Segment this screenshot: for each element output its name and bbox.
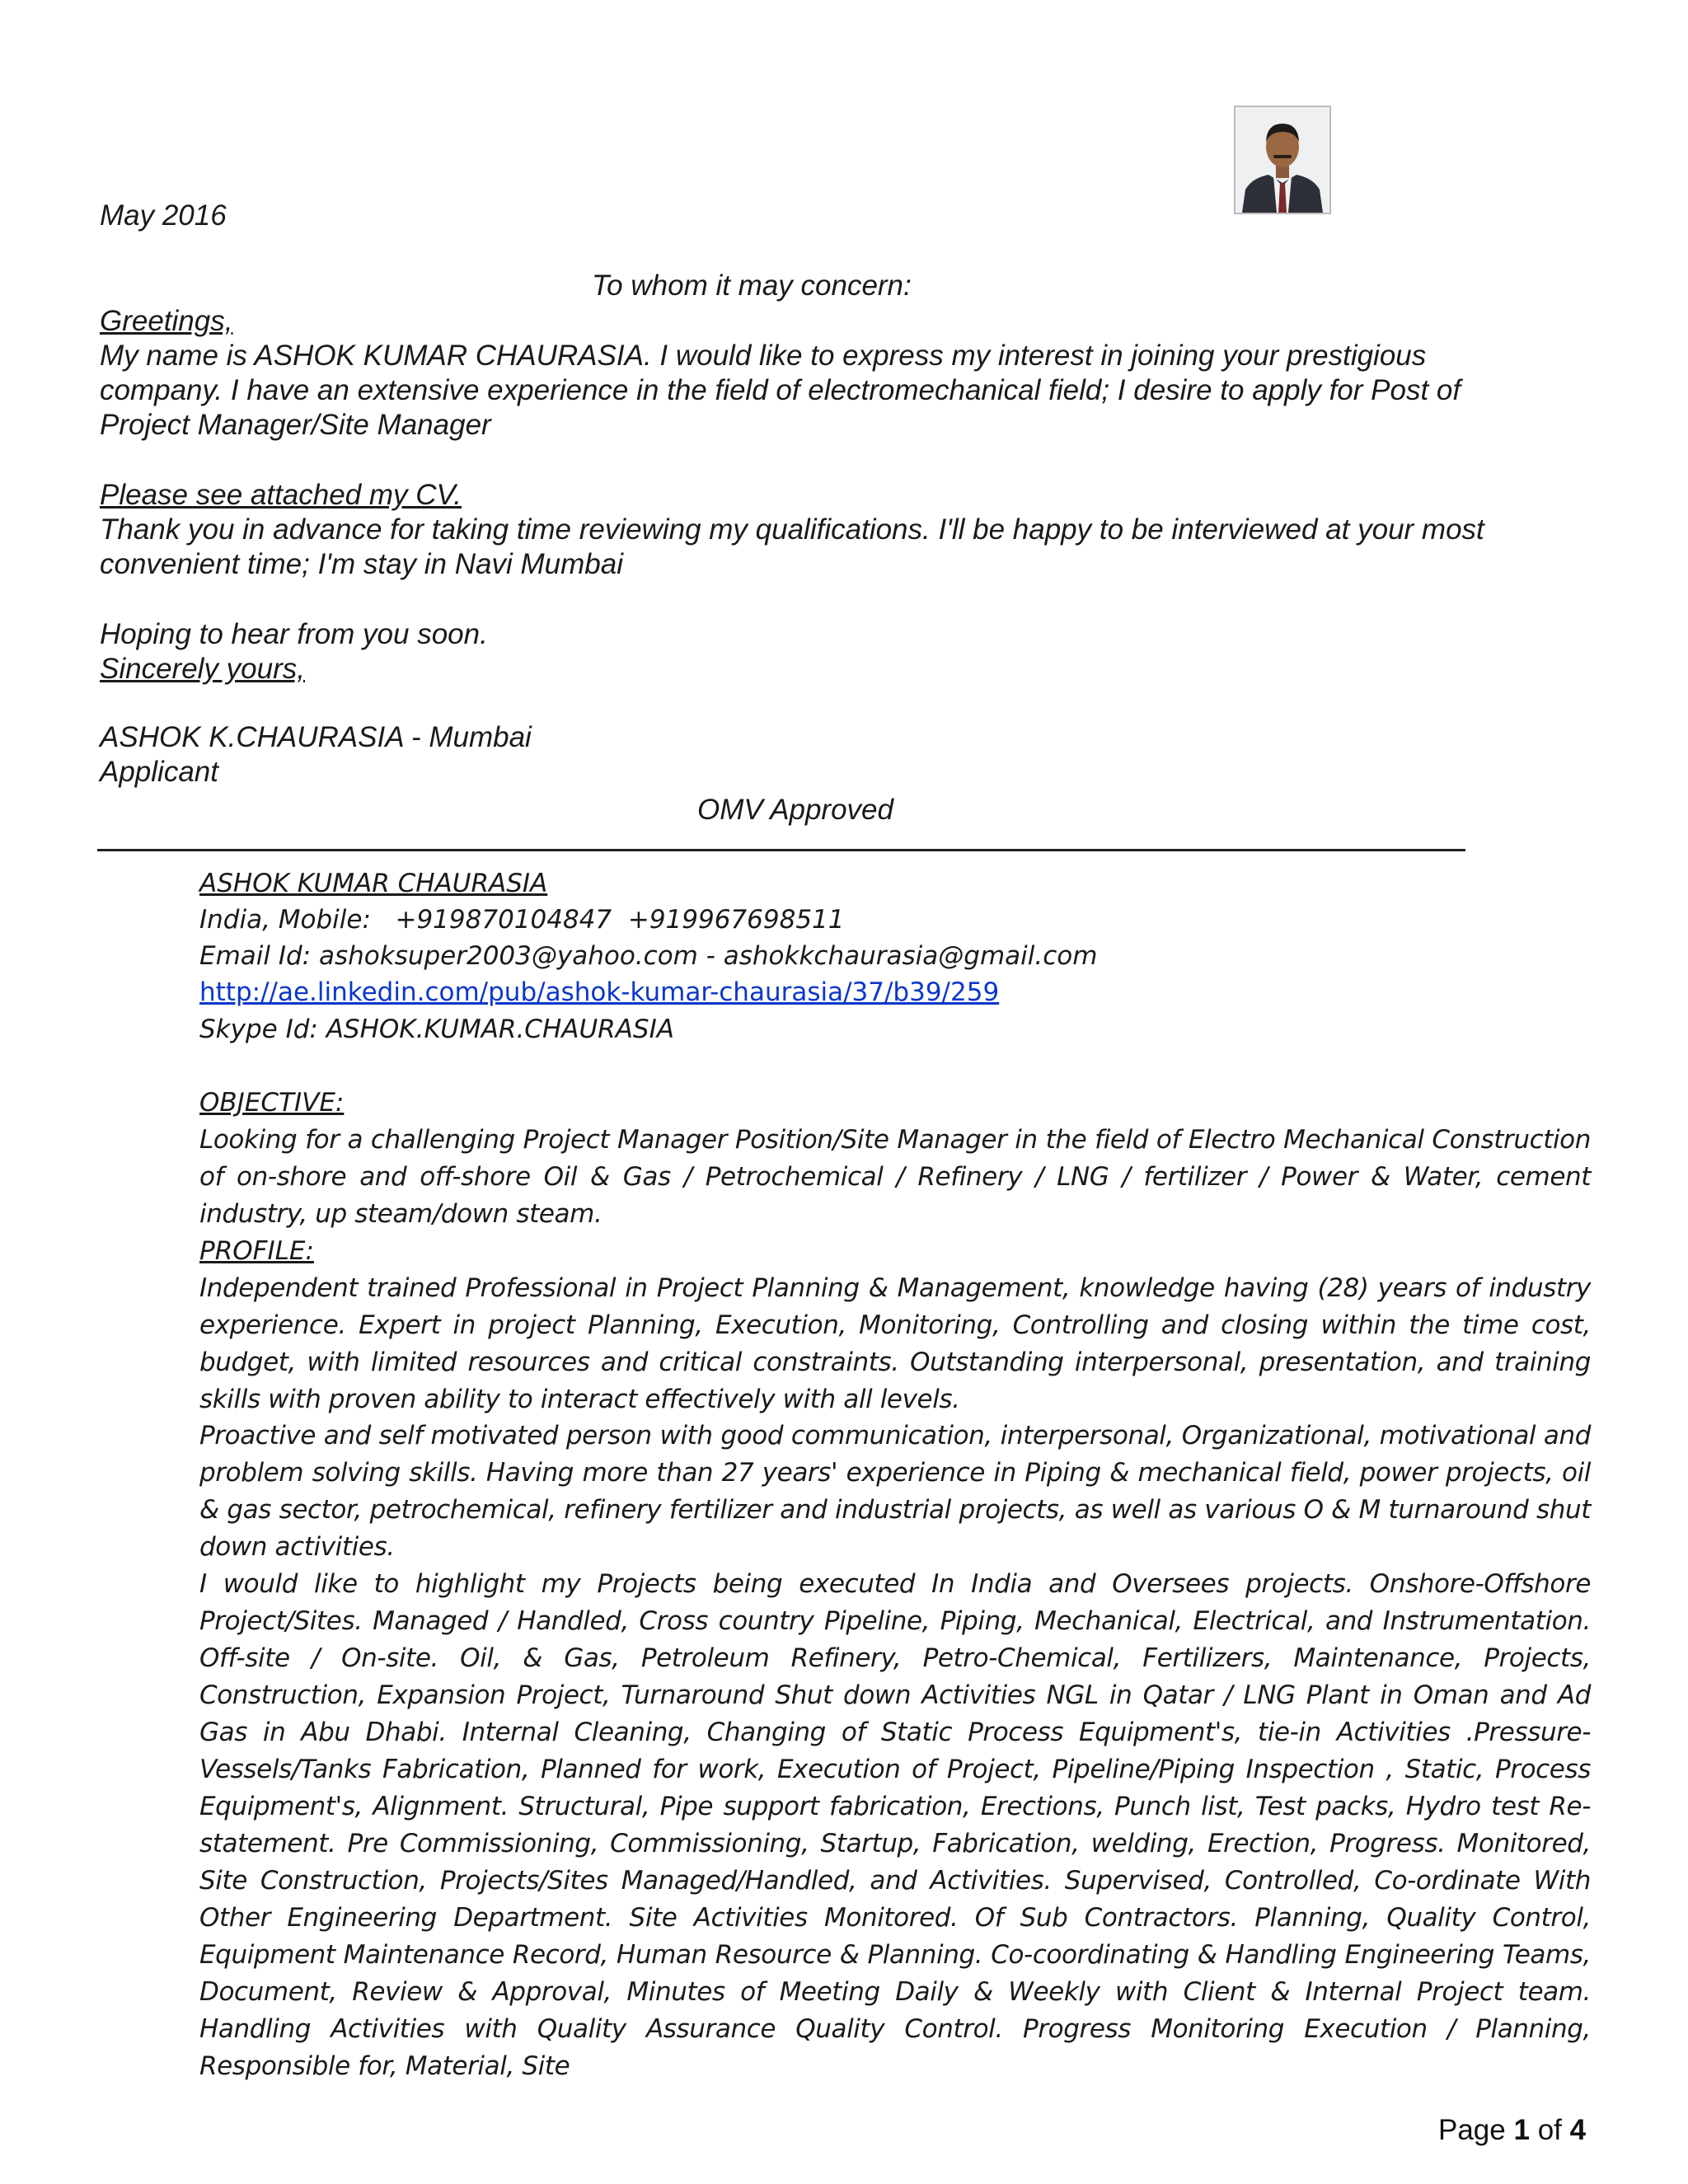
letter-attached-cv: Please see attached my CV. [100, 479, 462, 511]
letter-intro-line-3: Project Manager/Site Manager [100, 409, 491, 441]
cv-profile-paragraph-3: I would like to highlight my Projects being executed In India and Oversees projects. Onshore-Offshore Project/Sites. Managed / Handled, Cross country Pipeline, Piping, Mechanical, Electrical, and Instrumentation. Off-site / On-site. Oil, & Gas, Petroleum Refinery, Petro-Chemical, Fertilizers, Maintenance, Projects, Construction, Expansion Project, Turnaround Shut down Activities NGL in Qatar / LNG Plant in Oman and Ad Gas in Abu Dhabi. Internal Cleaning, Changing of Static Process Equipment's, tie-in Activities .Pressure-Vessels/Tanks Fabrication, Planned for work, Execution of Project, Pipeline/Piping Inspection , Static, Process Equipment's, Alignment. Structural, Pipe support fabrication, Erections, Punch list, Test packs, Hydro test Re-statement. Pre Commissioning, Commissioning, Startup, Fabrication, welding, Erection, Progress. Monitored, Site Construction, Projects/Sites Managed/Handled, and Activities. Supervised, Controlled, Co-ordinate With Other Engineering Department. Site Activities Monitored. Of Sub Contractors. Planning, Quality Control, Equipment Maintenance Record, Human Resource & Planning. Co-coordinating & Handling Engineering Teams, Document, Review & Approval, Minutes of Meeting Daily & Weekly with Client & Internal Project team. Handling Activities with Quality Assurance Quality Control. Progress Monitoring Execution / Planning, Responsible for, Material, Site [199, 1569, 1591, 2081]
cv-linkedin-link[interactable]: http://ae.linkedin.com/pub/ashok-kumar-chaurasia/37/b39/259 [199, 977, 1000, 1007]
letter-intro-line-2: company. I have an extensive experience in the field of electromechanical field; I desire to apply for Post of [100, 374, 1461, 406]
cv-skype: Skype Id: ASHOK.KUMAR.CHAURASIA [199, 1015, 674, 1044]
letter-closing: Sincerely yours, [100, 653, 305, 685]
cv-profile-paragraph-1: Independent trained Professional in Project Planning & Management, knowledge having (28) years of industry experience. Expert in project Planning, Execution, Monitoring, Controlling and closing within the time cost, budget, with limited resources and critical constraints. Outstanding interpersonal, presentation, and training skills with proven ability to interact effectively with all levels. [199, 1273, 1591, 1414]
footer-current-page: 1 [1513, 2114, 1530, 2146]
letter-approval: OMV Approved [697, 794, 893, 826]
applicant-photo [1234, 105, 1331, 214]
footer-total-pages: 4 [1569, 2114, 1587, 2146]
cv-mobile: India, Mobile: +919870104847 +919967698511 [199, 905, 845, 935]
page-number-footer [1438, 2114, 1586, 2147]
footer-of-word: of [1537, 2114, 1562, 2146]
letter-hoping: Hoping to hear from you soon. [100, 618, 488, 650]
letter-thanks-line-2: convenient time; I'm stay in Navi Mumbai [100, 548, 623, 580]
cv-email: Email Id: ashoksuper2003@yahoo.com - ashokkchaurasia@gmail.com [199, 941, 1098, 971]
footer-page-word: Page [1438, 2114, 1506, 2146]
portrait-image [1236, 107, 1329, 213]
letter-salutation: To whom it may concern: [592, 269, 912, 302]
letter-date: May 2016 [100, 199, 227, 232]
letter-thanks-line-1: Thank you in advance for taking time reviewing my qualifications. I'll be happy to be interviewed at your most [100, 513, 1484, 546]
cv-objective-text: Looking for a challenging Project Manager Position/Site Manager in the field of Electro Mechanical Construction of on-shore and off-shore Oil & Gas / Petrochemical / Refinery / LNG / fertilizer / Power & Water, cement industry, up steam/down steam. [199, 1125, 1591, 1229]
cv-objective-heading: OBJECTIVE: [199, 1088, 345, 1118]
letter-signature: ASHOK K.CHAURASIA - Mumbai [100, 721, 532, 753]
letter-applicant-role: Applicant [100, 756, 218, 788]
cv-profile-paragraph-2: Proactive and self motivated person with good communication, interpersonal, Organizational, motivational and problem solving skills. Having more than 27 years' experience in Piping & mechanical field, power projects, oil & gas sector, petrochemical, refinery fertilizer and industrial projects, as well as various O & M turnaround shut down activities. [199, 1421, 1591, 1562]
letter-greeting: Greetings, [100, 305, 233, 337]
letter-intro-line-1: My name is ASHOK KUMAR CHAURASIA. I would like to express my interest in joining your prestigious [100, 340, 1427, 372]
cv-profile-heading: PROFILE: [199, 1236, 314, 1266]
section-divider [97, 849, 1465, 851]
cv-name: ASHOK KUMAR CHAURASIA [199, 869, 548, 898]
